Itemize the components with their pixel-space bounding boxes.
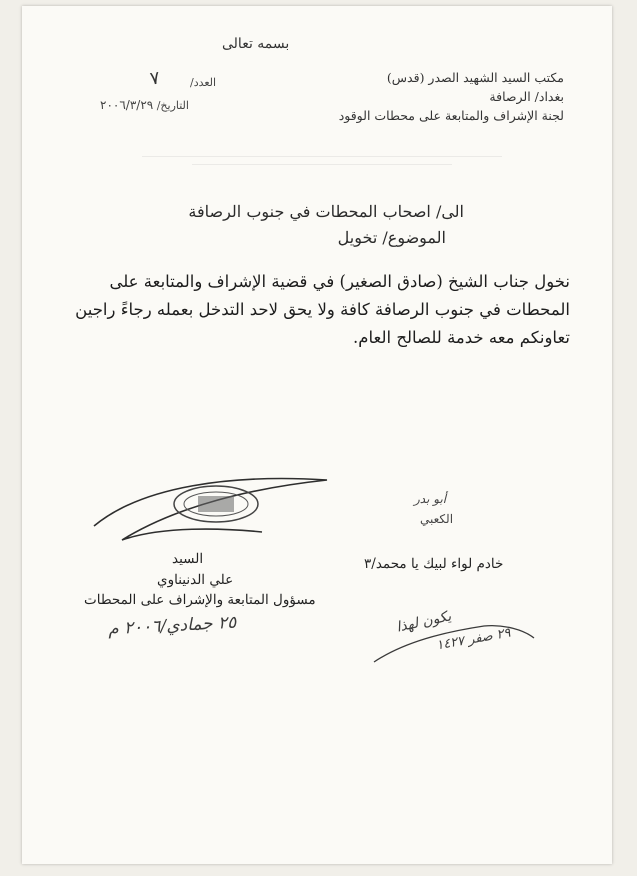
left-signatory-name: علي الدنيناوي	[157, 572, 234, 588]
date-value: ٢٠٠٦/٣/٢٩	[100, 98, 154, 112]
left-handwritten-date: ٢٥ جمادي/٢٠٠٦ م	[107, 612, 237, 640]
body-line: المحطات في جنوب الرصافة كافة ولا يحق لاحد التدخل بعمله رجاءً راجين	[75, 300, 570, 319]
org-committee-line: لجنة الإشراف والمتابعة على محطات الوقود	[338, 108, 564, 123]
left-signatory-title: السيد	[172, 551, 204, 567]
body-line: تعاونكم معه خدمة للصالح العام.	[353, 328, 570, 347]
bleed-through-line	[192, 164, 452, 165]
right-handwritten-note: يكون لهذا	[394, 608, 453, 636]
org-office-line: مكتب السيد الشهيد الصدر (قدس)	[386, 70, 564, 85]
number-value: ٧	[148, 67, 162, 90]
right-handwritten-date: ٢٩ صفر ١٤٢٧	[435, 625, 512, 654]
right-signatory-line: خادم لواء لبيك يا محمد/٣	[364, 556, 504, 572]
basmala: بسمه تعالى	[222, 36, 290, 52]
subject-line: الموضوع/ تخويل	[337, 228, 446, 247]
addressee-line: الى/ اصحاب المحطات في جنوب الرصافة	[188, 202, 464, 221]
document-page	[22, 6, 612, 864]
date-row	[100, 98, 189, 112]
official-stamp	[172, 484, 260, 524]
body-line: نخول جناب الشيخ (صادق الصغير) في قضية الإشراف والمتابعة على	[109, 272, 570, 291]
right-handwritten-name: أبو بدر	[414, 492, 447, 506]
number-label: العدد/	[190, 76, 217, 89]
right-handwritten-surname: الكعبي	[420, 512, 454, 526]
org-location-line: بغداد/ الرصافة	[489, 89, 564, 104]
date-label: التاريخ/	[156, 99, 189, 112]
left-signatory-role: مسؤول المتابعة والإشراف على المحطات	[84, 592, 316, 608]
bleed-through-line	[142, 156, 502, 157]
